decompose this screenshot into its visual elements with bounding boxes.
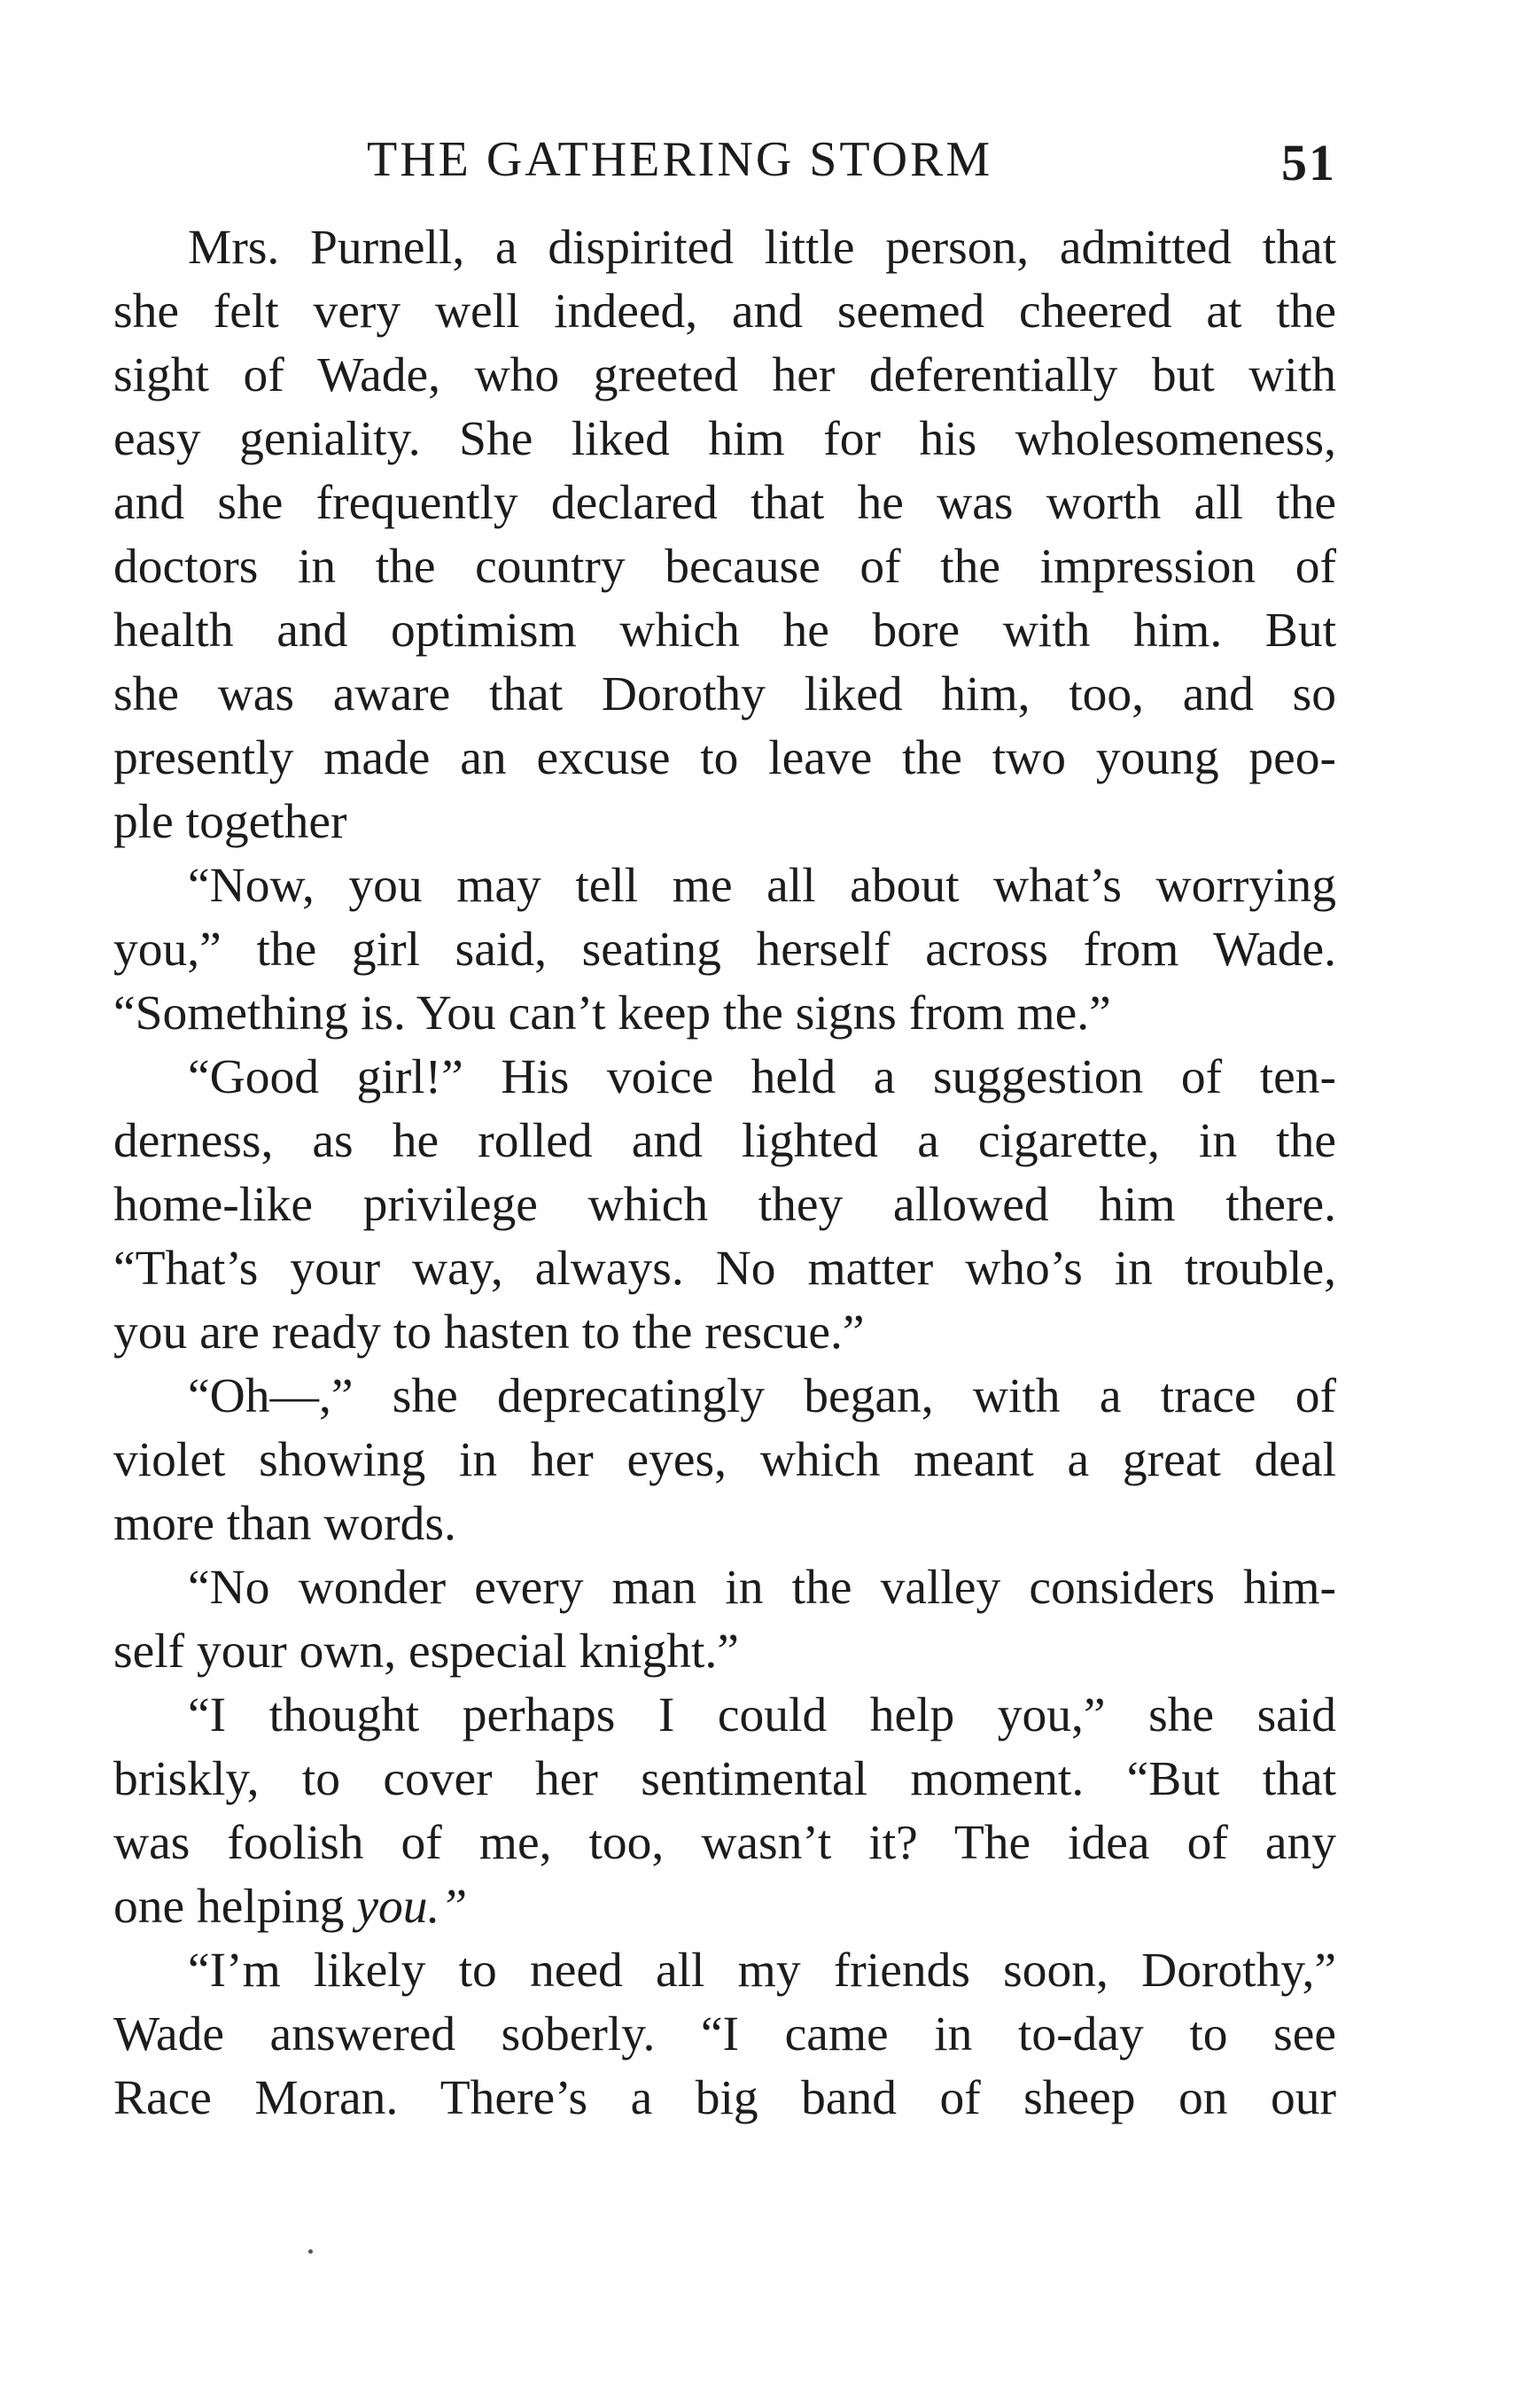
text-line: doctors in the country because of the impression of bbox=[113, 540, 1336, 594]
text-line: “Now, you may tell me all about what’s worrying bbox=[188, 859, 1336, 913]
text-line: “I’m likely to need all my friends soon, Dorothy,” bbox=[188, 1944, 1336, 1998]
text-line: was foolish of me, too, wasn’t it? The idea of any bbox=[113, 1816, 1336, 1870]
text-line: you are ready to hasten to the rescue.” bbox=[113, 1305, 865, 1360]
text-line: self your own, especial knight.” bbox=[113, 1625, 739, 1679]
text-line: “Something is. You can’t keep the signs from me.” bbox=[113, 986, 1111, 1040]
text-line: she felt very well indeed, and seemed cheered at the bbox=[113, 284, 1336, 339]
text-line: ple together bbox=[113, 795, 347, 849]
text-line: health and optimism which he bore with him. But bbox=[113, 604, 1336, 658]
text-line: presently made an excuse to leave the two young peo- bbox=[113, 731, 1336, 785]
text-line: more than words. bbox=[113, 1497, 456, 1551]
text-line-start: one helping bbox=[113, 1880, 357, 1934]
text-line: Race Moran. There’s a big band of sheep on our bbox=[113, 2071, 1336, 2125]
text-line: Wade answered soberly. “I came in to-day to see bbox=[113, 2007, 1336, 2061]
body-text bbox=[113, 216, 1336, 2131]
text-line: derness, as he rolled and lighted a cigarette, in the bbox=[113, 1114, 1336, 1168]
text-line: home-like privilege which they allowed him there. bbox=[113, 1178, 1336, 1232]
text-line: “Oh—,” she deprecatingly began, with a trace of bbox=[188, 1369, 1336, 1423]
text-line: you,” the girl said, seating herself across from Wade. bbox=[113, 923, 1336, 977]
page-number: 51 bbox=[1281, 134, 1336, 191]
text-line: violet showing in her eyes, which meant a great deal bbox=[113, 1433, 1336, 1487]
text-line: easy geniality. She liked him for his wholesomeness, bbox=[113, 412, 1336, 466]
text-line: “No wonder every man in the valley considers him- bbox=[188, 1561, 1336, 1615]
text-line: Mrs. Purnell, a dispirited little person, admitted that bbox=[188, 221, 1336, 275]
text-line: she was aware that Dorothy liked him, too, and so bbox=[113, 667, 1336, 721]
text-line: and she frequently declared that he was worth all the bbox=[113, 476, 1336, 530]
italic-word: you.” bbox=[356, 1880, 468, 1934]
text-line: sight of Wade, who greeted her deferentially but with bbox=[113, 348, 1336, 402]
text-line: “That’s your way, always. No matter who’s in trouble, bbox=[113, 1242, 1336, 1296]
text-line: “Good girl!” His voice held a suggestion of ten- bbox=[188, 1050, 1336, 1104]
text-line bbox=[113, 1875, 1336, 1939]
page-header bbox=[113, 124, 1336, 195]
text-line: briskly, to cover her sentimental moment. “But that bbox=[113, 1752, 1336, 1806]
text-line: “I thought perhaps I could help you,” she said bbox=[188, 1688, 1336, 1742]
running-title: THE GATHERING STORM bbox=[367, 132, 993, 187]
print-speck bbox=[308, 2249, 313, 2254]
